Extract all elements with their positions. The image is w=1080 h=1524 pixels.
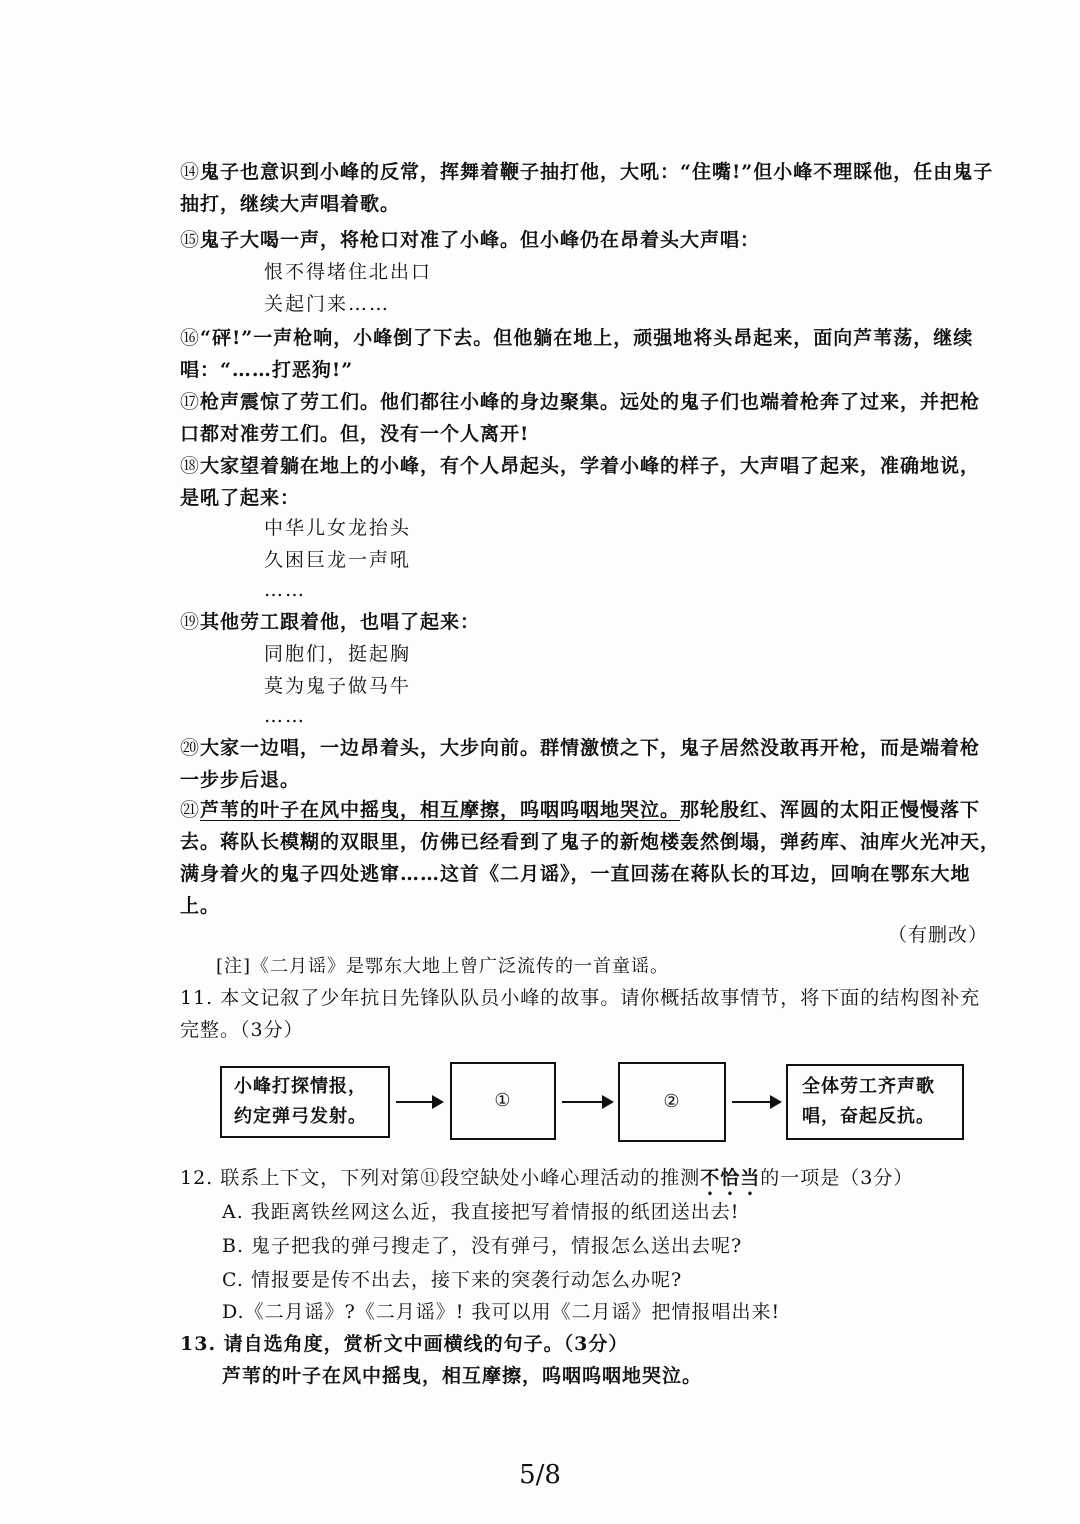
source-note: （有删改） bbox=[887, 924, 988, 946]
paragraph-text: 其他劳工跟着他，也唱了起来： bbox=[200, 611, 481, 633]
paragraph-number: ⑱ bbox=[180, 455, 201, 477]
arrow-icon bbox=[732, 1101, 780, 1103]
paragraph-20 bbox=[180, 732, 1000, 796]
paragraph-text: 大家一边唱，一边昂着头，大步向前。群情激愤之下，鬼子居然没敢再开枪，而是端着枪一步步后退。 bbox=[180, 737, 981, 791]
paragraph-19 bbox=[180, 606, 1000, 638]
verse-line: 恨不得堵住北出口 bbox=[264, 261, 433, 283]
option-d[interactable]: D.《二月谣》?《二月谣》! 我可以用《二月谣》把情报唱出来! bbox=[222, 1301, 781, 1323]
paragraph-number: ⑭ bbox=[180, 161, 201, 183]
arrow-icon bbox=[396, 1101, 442, 1103]
verse-line: 同胞们，挺起胸 bbox=[264, 643, 412, 665]
verse-line: 中华儿女龙抬头 bbox=[264, 517, 412, 539]
page-number: 5/8 bbox=[519, 1460, 561, 1490]
paragraph-text: 那轮殷红、浑圆的太阳正慢慢落下去。蒋队长模糊的双眼里，仿佛已经看到了鬼子的新炮楼轰然倒塌，弹药库、油库火光冲天，满身着火的鬼子四处逃窜……这首《二月谣》，一直回荡在蒋队长的耳边，回响在鄂东大地上。 bbox=[180, 799, 1001, 917]
verse-line: 久困巨龙一声吼 bbox=[264, 549, 412, 571]
underlined-sentence: 芦苇的叶子在风中摇曳，相互摩擦，呜咽呜咽地哭泣。 bbox=[200, 799, 681, 821]
paragraph-number: ㉑ bbox=[180, 799, 201, 821]
question-11: 11. 本文记叙了少年抗日先锋队队员小峰的故事。请你概括故事情节，将下面的结构图补充完整。（3分） bbox=[180, 987, 981, 1041]
paragraph-17 bbox=[180, 386, 1000, 450]
verse-line: …… bbox=[264, 579, 306, 601]
paragraph-number: ⑰ bbox=[180, 391, 201, 413]
flow-box-2-blank[interactable]: ① bbox=[450, 1062, 556, 1140]
paragraph-text: 大家望着躺在地上的小峰，有个人昂起头，学着小峰的样子，大声唱了起来，准确地说，是吼了起来： bbox=[180, 455, 981, 509]
question-12 bbox=[180, 1162, 1000, 1200]
flow-box-4: 全体劳工齐声歌唱，奋起反抗。 bbox=[786, 1064, 964, 1140]
paragraph-number: ⑳ bbox=[180, 737, 201, 759]
option-c[interactable]: C. 情报要是传不出去，接下来的突袭行动怎么办呢? bbox=[222, 1269, 683, 1291]
paragraph-text: 鬼子大喝一声，将枪口对准了小峰。但小峰仍在昂着头大声唱： bbox=[200, 229, 761, 251]
paragraph-number: ⑲ bbox=[180, 611, 201, 633]
option-a[interactable]: A. 我距离铁丝网这么近，我直接把写着情报的纸团送出去! bbox=[222, 1201, 740, 1223]
paragraph-number: ⑯ bbox=[180, 327, 201, 349]
option-b[interactable]: B. 鬼子把我的弹弓搜走了，没有弹弓，情报怎么送出去呢? bbox=[222, 1235, 743, 1257]
paragraph-text: 枪声震惊了劳工们。他们都往小峰的身边聚集。远处的鬼子们也端着枪奔了过来，并把枪口都对准劳工们。但，没有一个人离开! bbox=[180, 391, 981, 445]
arrow-icon bbox=[562, 1101, 612, 1103]
verse-line: 关起门来…… bbox=[264, 293, 391, 315]
flow-box-3-blank[interactable]: ② bbox=[618, 1062, 726, 1142]
paragraph-21 bbox=[180, 794, 1000, 922]
question-prefix: 12. 联系上下文，下列对第⑪段空缺处小峰心理活动的推测 bbox=[180, 1167, 701, 1189]
paragraph-18 bbox=[180, 450, 1000, 514]
emphasis-text: 不恰当 bbox=[700, 1167, 761, 1189]
paragraph-number: ⑮ bbox=[180, 229, 201, 251]
paragraph-14 bbox=[180, 156, 1000, 220]
quoted-sentence: 芦苇的叶子在风中摇曳，相互摩擦，呜咽呜咽地哭泣。 bbox=[222, 1365, 703, 1387]
paragraph-16 bbox=[180, 322, 1000, 386]
flow-box-1: 小峰打探情报，约定弹弓发射。 bbox=[220, 1066, 390, 1138]
paragraph-text: 鬼子也意识到小峰的反常，挥舞着鞭子抽打他，大吼：“住嘴!”但小峰不理睬他，任由鬼子抽打，继续大声唱着歌。 bbox=[180, 161, 994, 215]
paragraph-15 bbox=[180, 224, 1000, 256]
annotation-note: [注]《二月谣》是鄂东大地上曾广泛流传的一首童谣。 bbox=[216, 956, 670, 977]
question-13: 13. 请自选角度，赏析文中画横线的句子。（3分） bbox=[180, 1333, 629, 1355]
question-suffix: 的一项是（3分） bbox=[760, 1167, 914, 1189]
paragraph-text: “砰!”一声枪响，小峰倒了下去。但他躺在地上，顽强地将头昂起来，面向芦苇荡，继续唱：“……打恶狗!” bbox=[180, 327, 974, 381]
verse-line: 莫为鬼子做马牛 bbox=[264, 675, 412, 697]
verse-line: …… bbox=[264, 705, 306, 727]
